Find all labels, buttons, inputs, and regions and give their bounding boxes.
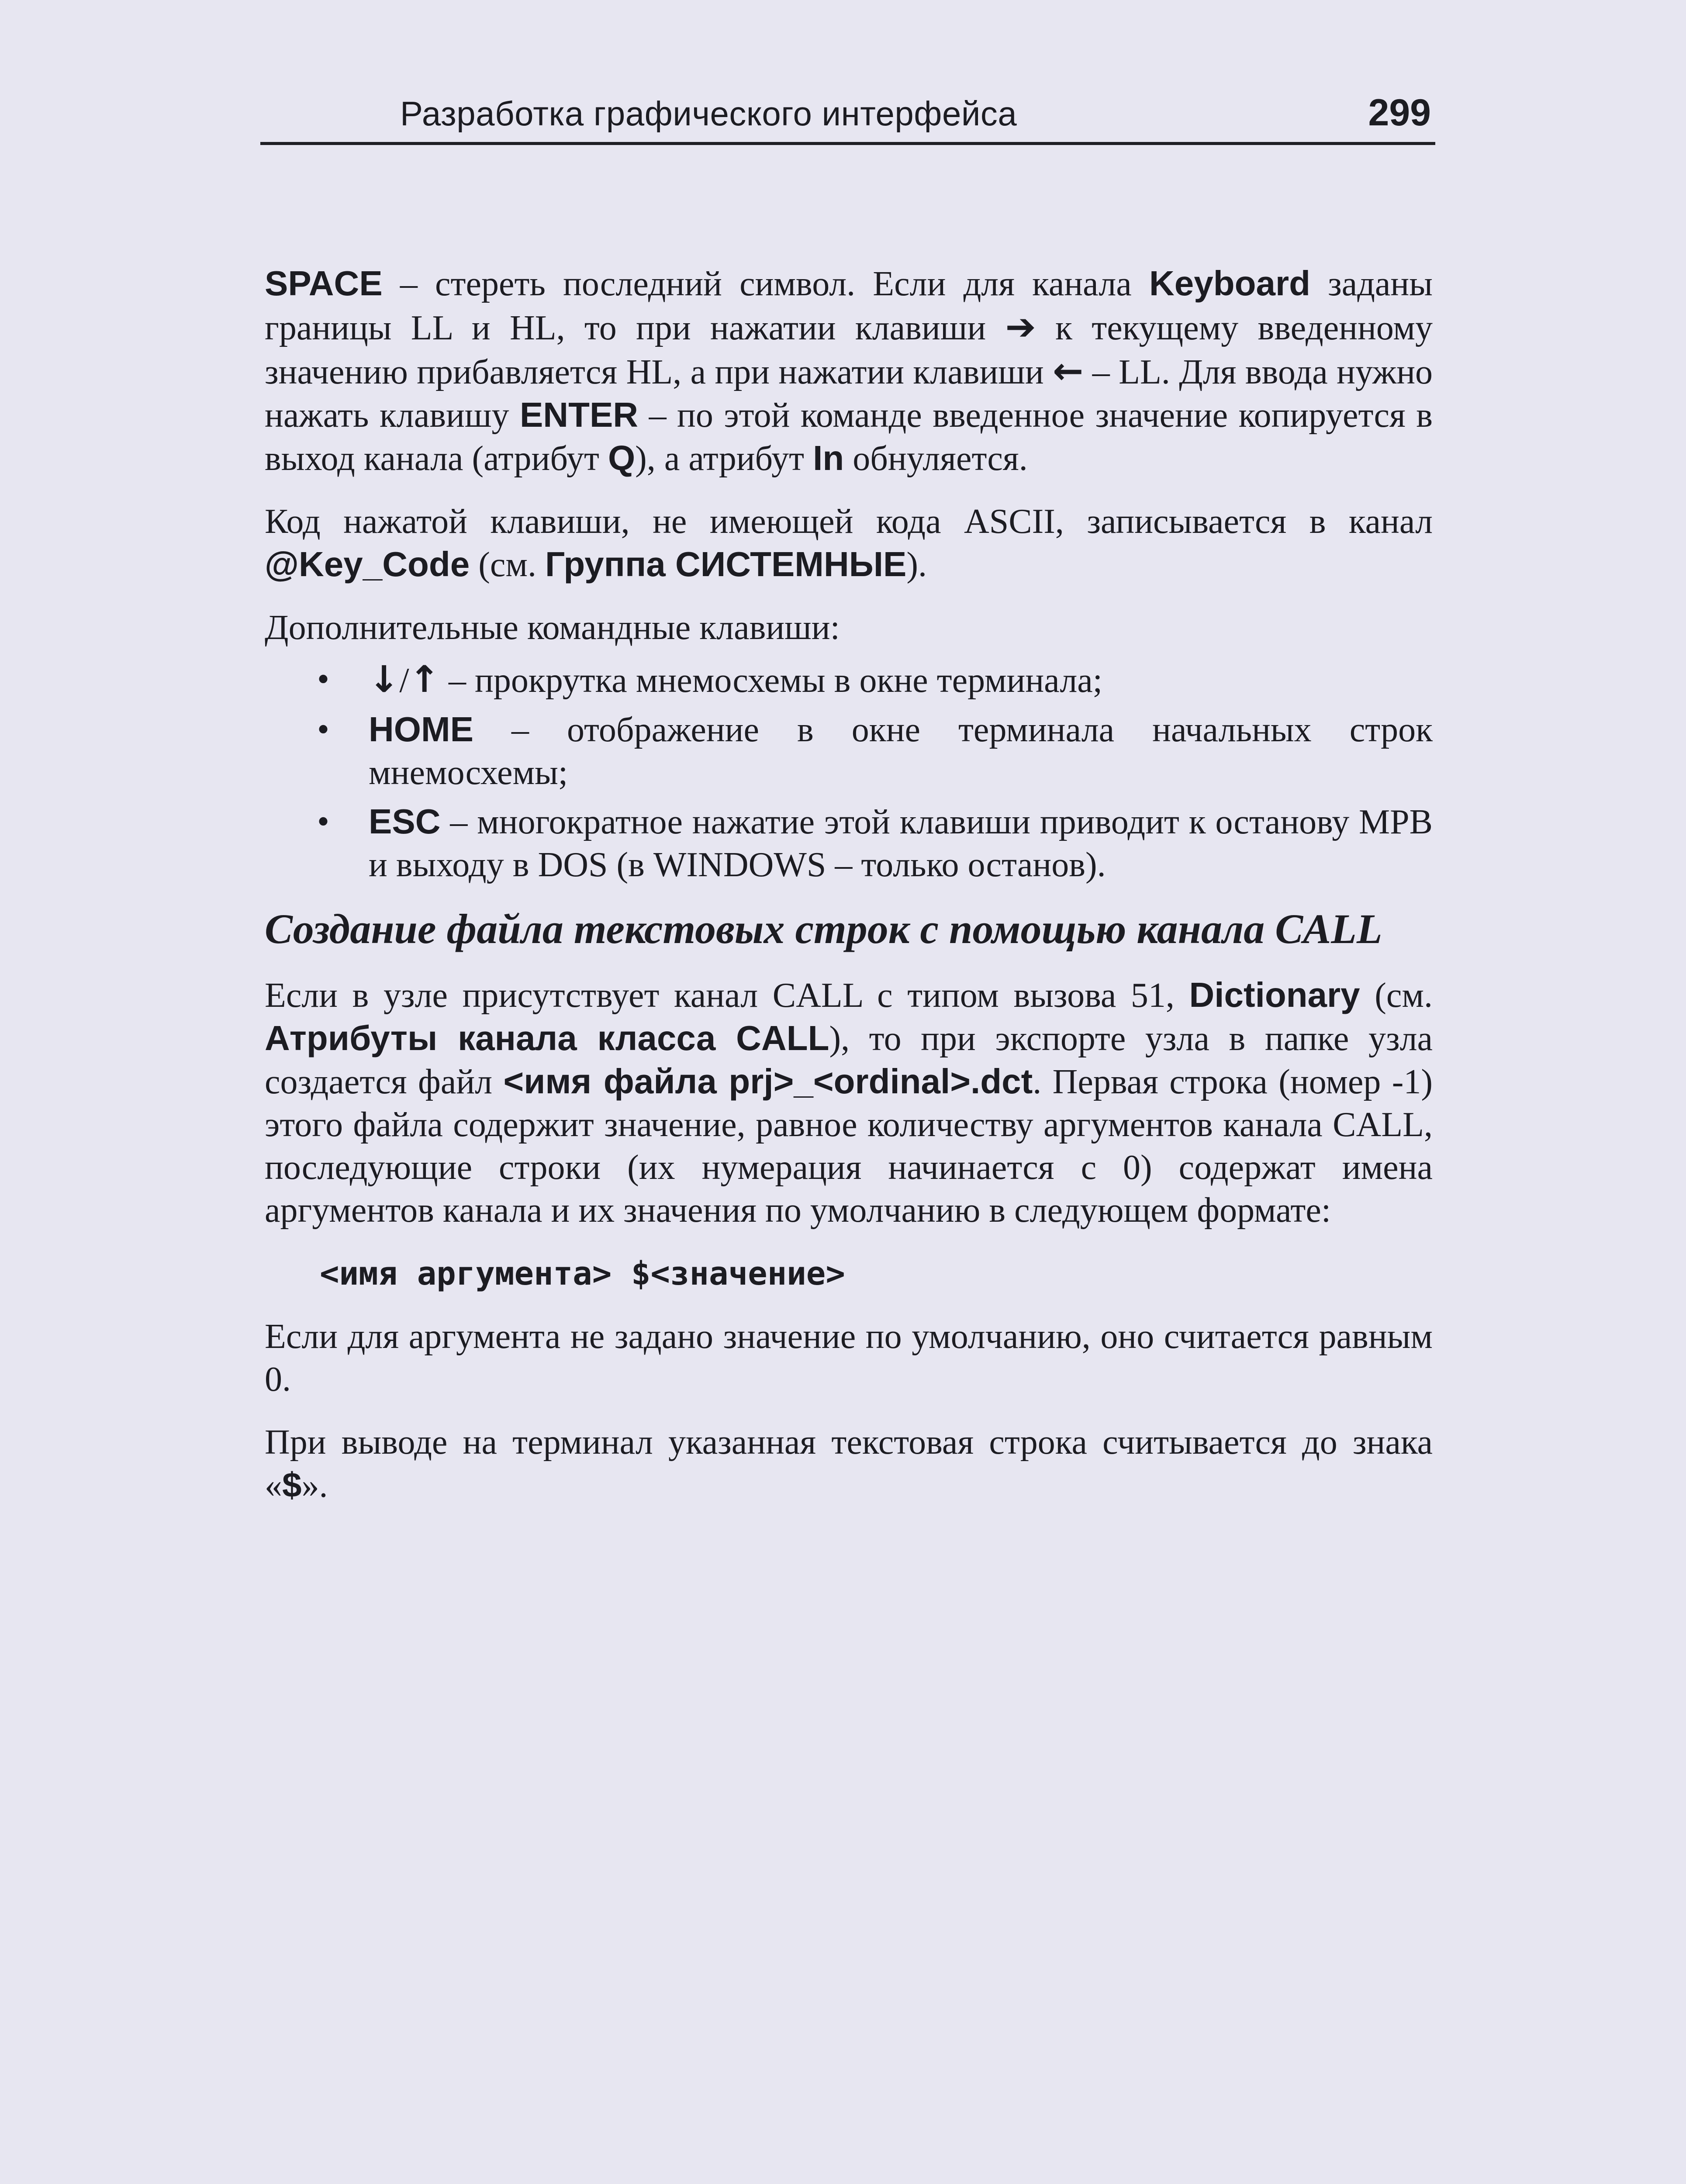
paragraph-space-key [265, 262, 1433, 480]
text: Если в узле присутствует канал CALL с типом вызова 51, [265, 976, 1189, 1015]
key-space: SPACE [265, 264, 383, 303]
arrow-down-icon: ↓ [369, 658, 400, 701]
format-code: <имя аргумента> $<значение> [320, 1255, 845, 1292]
key-home: HOME [369, 710, 473, 749]
paragraph-call-dictionary [265, 974, 1433, 1232]
group-system-ref: Группа СИСТЕМНЫЕ [545, 545, 907, 584]
channel-keyboard: Keyboard [1149, 264, 1310, 303]
key-enter: ENTER [519, 395, 639, 434]
text: – LL. Для ввода нужно нажать клавишу [265, 353, 1433, 435]
attribute-in: In [813, 439, 844, 477]
page-number: 299 [1368, 92, 1431, 134]
text: ), то при экспорте узла в папке узла создается файл [265, 1019, 1433, 1101]
text: (см. [470, 546, 546, 584]
text: Код нажатой клавиши, не имеющей кода ASCII, записывается в канал [265, 502, 1433, 541]
text: – прокрутка мнемосхемы в окне терминала; [440, 661, 1103, 700]
text: к текущему введенному значению прибавляется HL, а при нажатии клавиши [265, 309, 1433, 391]
bullet-icon: • [317, 660, 330, 698]
channel-key-code: @Key_Code [265, 545, 470, 584]
call-attributes-ref: Атрибуты канала класса CALL [265, 1019, 829, 1057]
arrow-left-icon: ← [1053, 349, 1084, 392]
text: / [399, 661, 409, 700]
text: обнуляется. [844, 439, 1028, 478]
arrow-up-icon: ↑ [409, 658, 440, 701]
paragraph-key-code [265, 500, 1433, 586]
text: При выводе на терминал указанная текстовая строка считывается до знака « [265, 1423, 1433, 1505]
text: – по этой команде введенное значение копируется в выход канала (атрибут [265, 396, 1433, 478]
list-item [265, 800, 1433, 886]
dollar-sign: $ [282, 1465, 302, 1504]
text: . Первая строка (номер -1) этого файла содержит значение, равное количеству аргументов канала CALL, последующие строки (их нумерация начинается с 0) содержат имена аргументов канала и их значения по умолчанию в следующем формате: [265, 1063, 1433, 1230]
format-code-line [320, 1252, 1433, 1295]
running-header [260, 90, 1435, 145]
command-keys-list [265, 658, 1433, 886]
text: ). [906, 546, 927, 584]
page-body [265, 262, 1433, 1527]
paragraph-default-value: Если для аргумента не задано значение по умолчанию, оно считается равным 0. [265, 1317, 1433, 1399]
dct-file-name: <имя файла prj>_<ordinal>.dct [503, 1062, 1033, 1101]
key-esc: ESC [369, 802, 441, 841]
text: заданы границы LL и HL, то при нажатии клавиши [265, 265, 1433, 347]
attribute-q: Q [608, 439, 636, 477]
text: ». [301, 1466, 328, 1505]
text: – отображение в окне терминала начальных строк мнемосхемы; [369, 711, 1433, 792]
list-item [265, 658, 1433, 702]
text: – стереть последний символ. Если для канала [382, 265, 1149, 303]
bullet-icon: • [317, 710, 330, 749]
paragraph-dollar-sign [265, 1421, 1433, 1507]
text: ), а атрибут [635, 439, 813, 478]
paragraph-extra-keys: Дополнительные командные клавиши: [265, 608, 840, 647]
header-title: Разработка графического интерфейса [400, 94, 1017, 133]
call-type-dictionary: Dictionary [1189, 975, 1360, 1014]
list-item [265, 708, 1433, 794]
section-heading: Создание файла текстовых строк с помощью канала CALL [265, 905, 1382, 952]
arrow-right-icon: ➔ [1005, 305, 1036, 348]
text: – многократное нажатие этой клавиши приводит к останову МРВ и выходу в DOS (в WINDOWS – только останов). [369, 803, 1433, 884]
text: (см. [1360, 976, 1433, 1015]
bullet-icon: • [317, 802, 330, 841]
